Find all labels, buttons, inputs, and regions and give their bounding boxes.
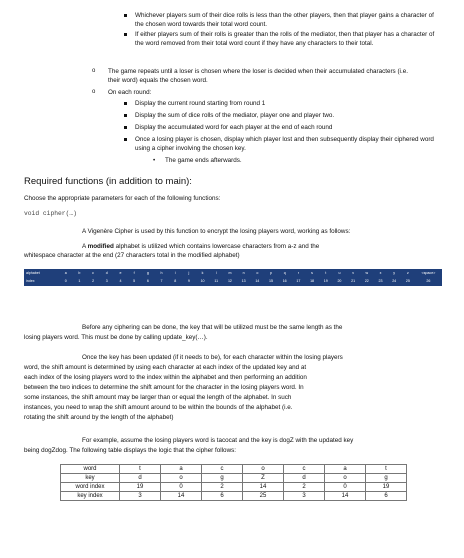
- table-cell: 0: [325, 483, 366, 492]
- vigenere-intro: A Vigenère Cipher is used by this function to encrypt the losing players word, working as follows:: [82, 228, 351, 235]
- table-cell: g: [366, 474, 407, 483]
- alphabet-cell: g: [146, 271, 149, 275]
- index-cell: 26: [426, 279, 431, 283]
- table-cell: 6: [366, 492, 407, 501]
- index-cell: 1: [78, 279, 81, 283]
- alphabet-cell: h: [160, 271, 163, 275]
- circle-bullet-icon: o: [92, 68, 96, 74]
- index-cell: 7: [160, 279, 163, 283]
- alphabet-cell: e: [119, 271, 122, 275]
- index-cell: 19: [323, 279, 328, 283]
- alphabet-cell: d: [105, 271, 108, 275]
- bullet-dice-greater: [135, 30, 435, 48]
- round-bullet: [135, 123, 435, 132]
- alphabet-cell: y: [393, 271, 396, 275]
- table-cell: Z: [243, 474, 284, 483]
- index-cell: 3: [105, 279, 108, 283]
- circle-item-round: On each round:: [108, 89, 152, 96]
- text-fragment: A: [82, 243, 88, 250]
- index-cell: 11: [214, 279, 219, 283]
- table-row: [61, 492, 407, 501]
- table-cell: 2: [284, 483, 325, 492]
- alphabet-label: alphabet: [26, 271, 40, 275]
- table-cell: t: [120, 465, 161, 474]
- table-cell: c: [284, 465, 325, 474]
- table-cell: 3: [284, 492, 325, 501]
- index-cell: 15: [269, 279, 273, 283]
- row-label: word index: [61, 483, 120, 492]
- alphabet-cell: p: [270, 271, 272, 275]
- choose-params-text: Choose the appropriate parameters for each of the following functions:: [24, 195, 221, 202]
- modified-line-2: whitespace character at the end (27 characters total in the modified alphabet): [24, 252, 240, 259]
- alphabet-cell: m: [228, 271, 232, 275]
- index-cell: 5: [133, 279, 136, 283]
- alphabet-cell: a: [64, 271, 67, 275]
- modified-line: [82, 242, 319, 251]
- alphabet-cell: u: [338, 271, 341, 275]
- alphabet-cell: k: [201, 271, 204, 275]
- alphabet-cell: j: [188, 271, 190, 275]
- alphabet-cell: l: [215, 271, 217, 275]
- before-line-1: Before any ciphering can be done, the key that will be utilized must be the same length as the: [82, 324, 343, 331]
- round-bullet: [135, 111, 435, 120]
- bullet-text: Display the current round starting from round 1: [135, 100, 266, 107]
- alphabet-cell: o: [256, 271, 259, 275]
- cipher-table: [60, 464, 407, 501]
- table-cell: g: [202, 474, 243, 483]
- circle-item-repeat: The game repeats until a loser is chosen where the loser is decided when their accumulated characters (i.e. their word) equals the chosen word.: [108, 68, 408, 84]
- game-ends-bullet: [153, 156, 242, 165]
- bullet-text: Display the sum of dice rolls of the mediator, player one and player two.: [135, 112, 335, 119]
- alphabet-cell: w: [365, 271, 369, 275]
- before-line-2: losing players word. This must be done by calling update_key(…).: [24, 334, 208, 341]
- alphabet-cell: b: [78, 271, 81, 275]
- circle-bullet-icon: o: [92, 89, 96, 95]
- index-cell: 0: [64, 279, 67, 283]
- alphabet-strip: [24, 269, 442, 286]
- index-cell: 8: [174, 279, 177, 283]
- table-cell: 14: [325, 492, 366, 501]
- round-bullet-icon: •: [153, 157, 156, 164]
- table-cell: o: [325, 474, 366, 483]
- function-signature: void cipher(…): [24, 210, 77, 217]
- alphabet-cell: z: [406, 271, 409, 275]
- row-label: key: [61, 474, 120, 483]
- table-row: [61, 483, 407, 492]
- index-row: [24, 277, 442, 285]
- once-line: rotating the shift around by the length of the alphabet): [24, 414, 174, 421]
- alphabet-cell: s: [311, 271, 313, 275]
- bullet-dice-less: [135, 11, 435, 29]
- index-cell: 22: [364, 279, 369, 283]
- once-line: instances, you need to wrap the shift amount around to be within the bounds of the alphabet (i.e.: [24, 404, 293, 411]
- bullet-text: Once a losing player is chosen, display which player lost and then subsequently display their ciphered word using a cipher involving the chosen key.: [135, 136, 434, 152]
- once-line: each index of the losing players word to the index within the alphabet and then performing an addition: [24, 374, 307, 381]
- alphabet-cell: x: [379, 271, 382, 275]
- table-cell: 25: [243, 492, 284, 501]
- table-cell: d: [120, 474, 161, 483]
- index-cell: 18: [310, 279, 315, 283]
- alphabet-cell: i: [174, 271, 176, 275]
- bullet-text: Whichever players sum of their dice rolls is less than the other players, then that player gains a character of the chosen word towards their total word count.: [135, 12, 434, 28]
- table-cell: 3: [120, 492, 161, 501]
- table-row: [61, 474, 407, 483]
- once-line: Once the key has been updated (if it needs to be), for each character within the losing players: [82, 354, 343, 361]
- index-cell: 23: [378, 279, 383, 283]
- table-cell: d: [284, 474, 325, 483]
- index-cell: 9: [187, 279, 190, 283]
- once-line: word, the shift amount is determined by using each character at each index of the updated key and at: [24, 364, 307, 371]
- alphabet-cell: c: [92, 271, 94, 275]
- table-cell: t: [366, 465, 407, 474]
- table-cell: c: [202, 465, 243, 474]
- table-cell: 14: [243, 483, 284, 492]
- table-row: [61, 465, 407, 474]
- round-bullet: [135, 99, 435, 108]
- index-cell: 2: [92, 279, 95, 283]
- once-line: between the two indices to determine the shift amount for the character in the losing players word. In: [24, 384, 304, 391]
- index-cell: 21: [351, 279, 356, 283]
- example-line-2: being dogZdog. The following table displays the logic that the cipher follows:: [24, 447, 237, 454]
- table-cell: o: [161, 474, 202, 483]
- table-cell: a: [161, 465, 202, 474]
- alphabet-cell: <space>: [421, 271, 436, 275]
- table-cell: 2: [202, 483, 243, 492]
- index-cell: 14: [255, 279, 260, 283]
- table-cell: o: [243, 465, 284, 474]
- index-cell: 4: [119, 279, 122, 283]
- index-cell: 6: [146, 279, 149, 283]
- table-cell: 0: [161, 483, 202, 492]
- table-cell: 6: [202, 492, 243, 501]
- bullet-text: The game ends afterwards.: [165, 157, 242, 164]
- row-label: word: [61, 465, 120, 474]
- section-heading: Required functions (in addition to main):: [24, 176, 192, 187]
- index-cell: 25: [405, 279, 410, 283]
- text-fragment: alphabet is utilized which contains lowercase characters from a-z and the: [113, 243, 320, 250]
- row-label: key index: [61, 492, 120, 501]
- index-cell: 16: [282, 279, 287, 283]
- bullet-text: If either players sum of their rolls is greater than the rolls of the mediator, then that player has a character of the word removed from their total word count if they have any characters to their total.: [135, 31, 435, 47]
- alphabet-cell: q: [283, 271, 286, 275]
- table-cell: 19: [366, 483, 407, 492]
- alphabet-cell: r: [297, 271, 299, 275]
- alphabet-cell: n: [242, 271, 245, 275]
- alphabet-cell: t: [325, 271, 327, 275]
- index-cell: 20: [337, 279, 342, 283]
- modified-bold: modified: [87, 243, 114, 250]
- alphabet-cell: f: [133, 271, 135, 275]
- round-bullet: [135, 135, 435, 153]
- table-cell: 14: [161, 492, 202, 501]
- index-cell: 24: [392, 279, 397, 283]
- once-line: some instances, the shift amount may be larger than or equal the length of the alphabet. In such: [24, 394, 292, 401]
- bullet-text: Display the accumulated word for each player at the end of each round: [135, 124, 333, 131]
- index-cell: 12: [227, 279, 232, 283]
- index-cell: 17: [296, 279, 301, 283]
- index-cell: 13: [241, 279, 246, 283]
- table-cell: 19: [120, 483, 161, 492]
- table-cell: a: [325, 465, 366, 474]
- index-label: index: [26, 279, 35, 283]
- index-cell: 10: [200, 279, 205, 283]
- alphabet-row: [24, 269, 442, 277]
- example-line-1: For example, assume the losing players word is tacocat and the key is dogZ with the updated key: [82, 437, 354, 444]
- alphabet-cell: v: [352, 271, 355, 275]
